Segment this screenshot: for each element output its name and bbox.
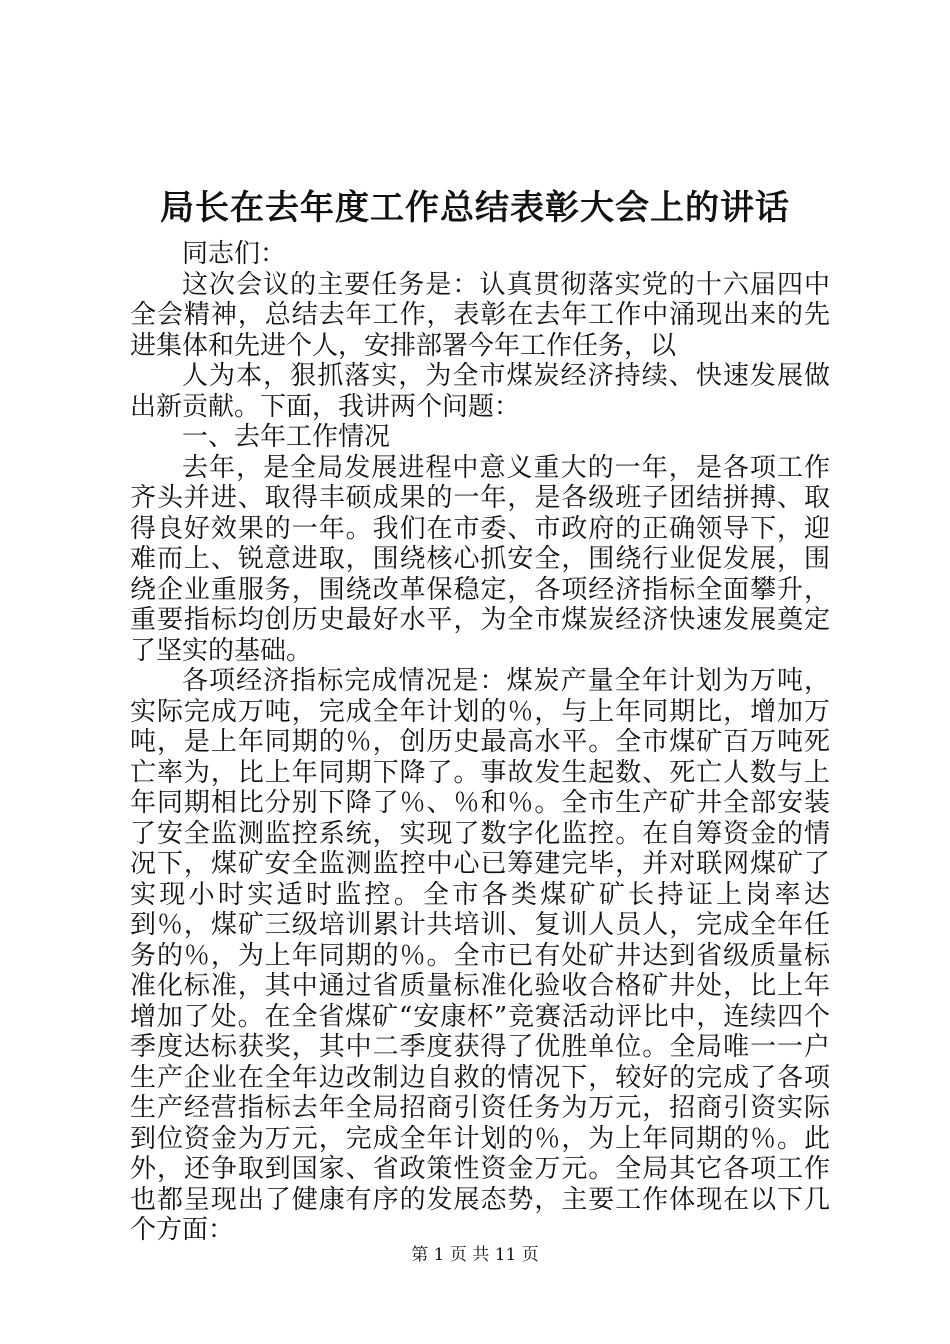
- paragraph-meeting-tasks: 这次会议的主要任务是：认真贯彻落实党的十六届四中全会精神，总结去年工作，表彰在去年工作中涌现出来的先进集体和先进个人，安排部署今年工作任务，以: [130, 269, 830, 361]
- paragraph-salutation: 同志们：: [182, 239, 287, 269]
- paragraph-people-oriented: 人为本，狠抓落实，为全市煤炭经济持续、快速发展做出新贡献。下面，我讲两个问题：: [130, 361, 830, 422]
- page-footer: 第 1 页 共 11 页: [411, 1245, 539, 1265]
- paragraph-last-year-overview: 去年，是全局发展进程中意义重大的一年，是各项工作齐头并进、取得丰硕成果的一年，是各级班子团结拼搏、取得良好效果的一年。我们在市委、市政府的正确领导下，迎难而上、锐意进取，围绕核心抓安全，围绕行业促发展，围绕企业重服务，围绕改革保稳定，各项经济指标全面攀升，重要指标均创历史最好水平，为全市煤炭经济快速发展奠定了坚实的基础。: [130, 452, 830, 666]
- paragraph-economic-indicators: 各项经济指标完成情况是：煤炭产量全年计划为万吨，实际完成万吨，完成全年计划的％，与上年同期比，增加万吨，是上年同期的％，创历史最高水平。全市煤矿百万吨死亡率为，比上年同期下降了。事故发生起数、死亡人数与上年同期相比分别下降了％、％和％。全市生产矿井全部安装了安全监测监控系统，实现了数字化监控。在自筹资金的情况下，煤矿安全监测监控中心已筹建完毕，并对联网煤矿了实现小时实适时监控。全市各类煤矿矿长持证上岗率达到％，煤矿三级培训累计共培训、复训人员人，完成全年任务的％，为上年同期的％。全市已有处矿井达到省级质量标准化标准，其中通过省质量标准化验收合格矿井处，比上年增加了处。在全省煤矿“安康杯”竞赛活动评比中，连续四个季度达标获奖，其中二季度获得了优胜单位。全局唯一一户生产企业在全年边改制边自救的情况下，较好的完成了各项生产经营指标去年全局招商引资任务为万元，招商引资实际到位资金为万元，完成全年计划的％，为上年同期的％。此外，还争取到国家、省政策性资金万元。全局其它各项工作也都呈现出了健康有序的发展态势，主要工作体现在以下几个方面：: [130, 666, 830, 1245]
- document-body: [130, 239, 830, 1246]
- section-heading-last-year-work: 一、去年工作情况: [182, 422, 391, 452]
- document-title: 局长在去年度工作总结表彰大会上的讲话: [160, 188, 790, 228]
